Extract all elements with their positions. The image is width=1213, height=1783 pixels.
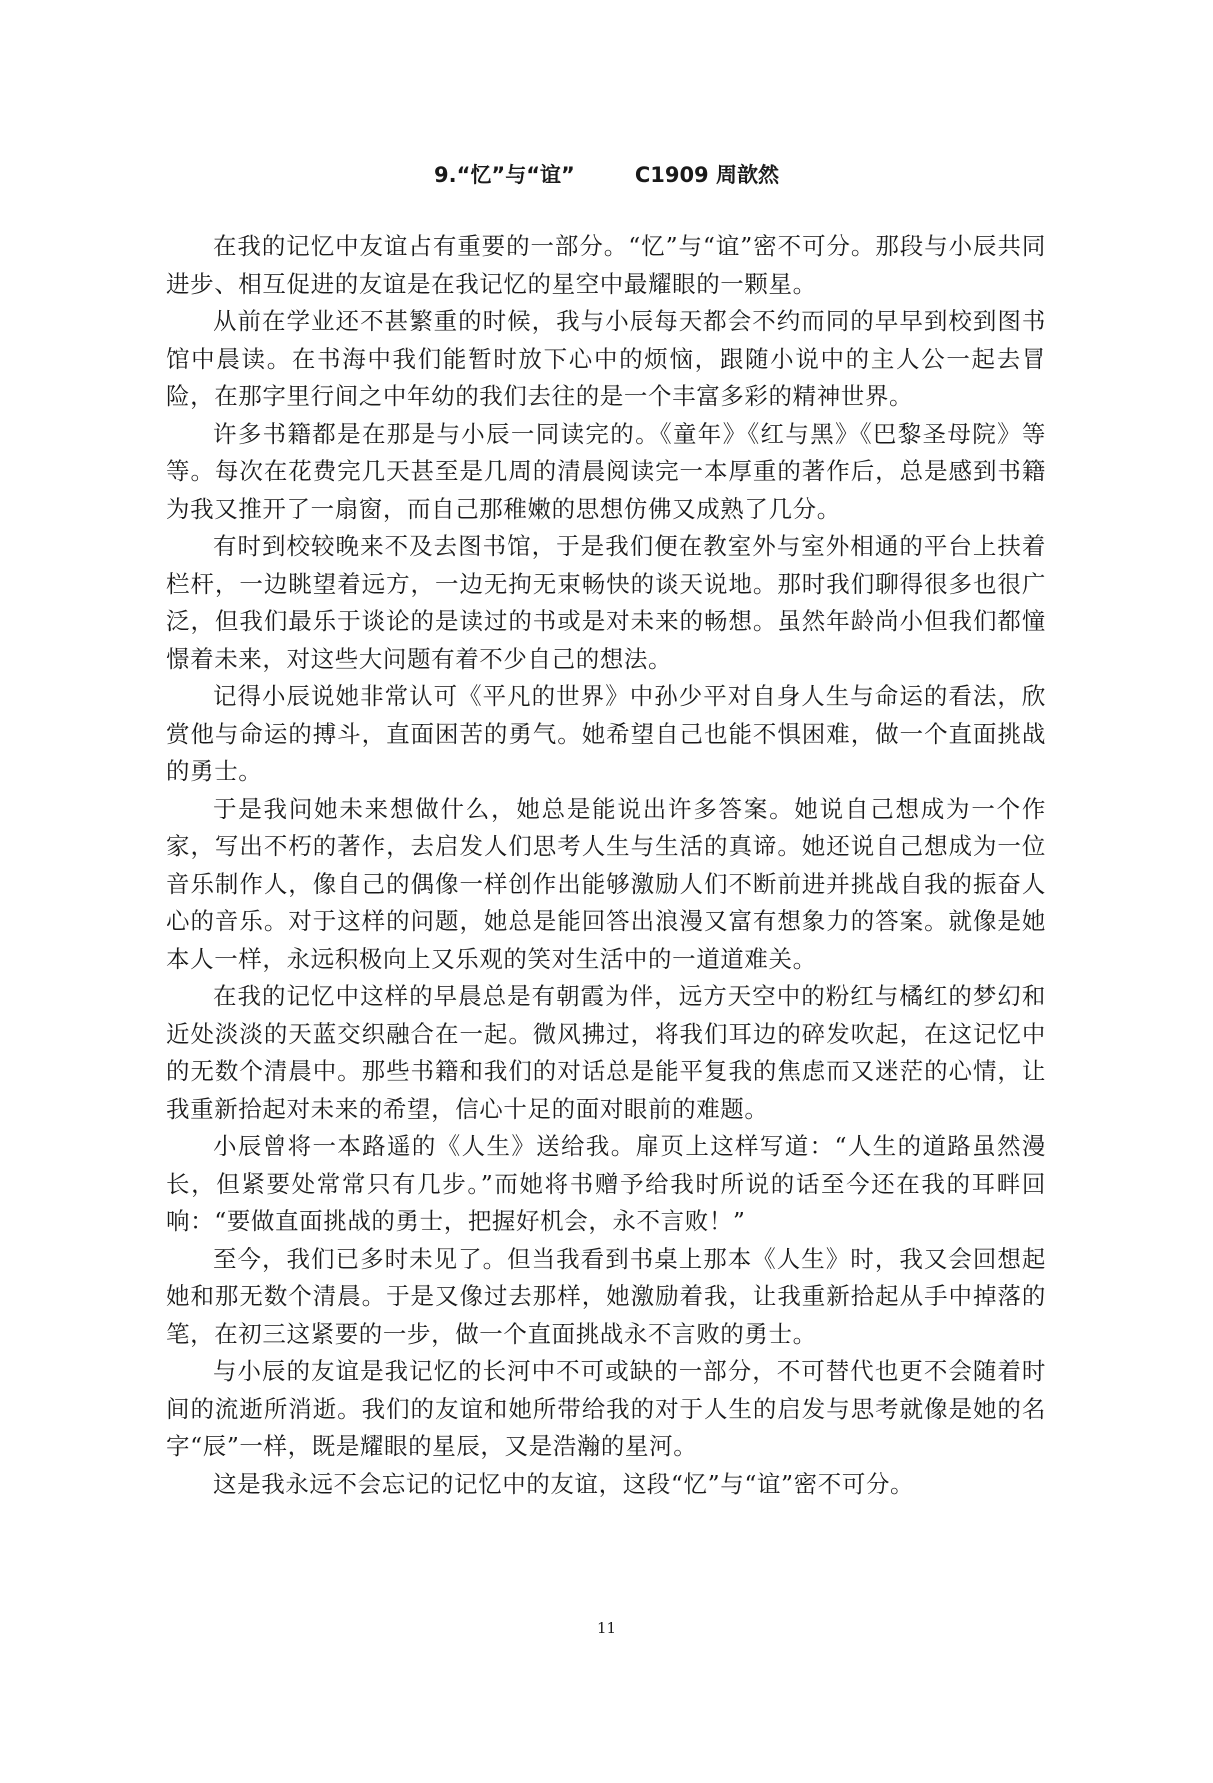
paragraph-2: 从前在学业还不甚繁重的时候，我与小辰每天都会不约而同的早早到校到图书馆中晨读。在书海中我们能暂时放下心中的烦恼，跟随小说中的主人公一起去冒险，在那字里行间之中年幼的我们去往的是一个丰富多彩的精神世界。 — [166, 307, 1046, 410]
paragraph-1: 在我的记忆中友谊占有重要的一部分。“忆”与“谊”密不可分。那段与小辰共同进步、相互促进的友谊是在我记忆的星空中最耀眼的一颗星。 — [166, 232, 1046, 298]
paragraph-5: 记得小辰说她非常认可《平凡的世界》中孙少平对自身人生与命运的看法，欣赏他与命运的搏斗，直面困苦的勇气。她希望自己也能不惧困难，做一个直面挑战的勇士。 — [166, 682, 1046, 785]
paragraph-3: 许多书籍都是在那是与小辰一同读完的。《童年》《红与黑》《巴黎圣母院》等等。每次在花费完几天甚至是几周的清晨阅读完一本厚重的著作后，总是感到书籍为我又推开了一扇窗，而自己那稚嫩的思想仿佛又成熟了几分。 — [166, 419, 1046, 523]
paragraph-6: 于是我问她未来想做什么，她总是能说出许多答案。她说自己想成为一个作家，写出不朽的著作，去启发人们思考人生与生活的真谛。她还说自己想成为一位音乐制作人，像自己的偶像一样创作出能够激励人们不断前进并挑战自我的振奋人心的音乐。对于这样的问题，她总是能回答出浪漫又富有想象力的答案。就像是她本人一样，永远积极向上又乐观的笑对生活中的一道道难关。 — [166, 794, 1046, 973]
essay-title — [0, 160, 1213, 190]
paragraph-8: 小辰曾将一本路遥的《人生》送给我。扉页上这样写道：“人生的道路虽然漫长，但紧要处常常只有几步。”而她将书赠予给我时所说的话至今还在我的耳畔回响：“要做直面挑战的勇士，把握好机会，永不言败！” — [166, 1132, 1046, 1235]
page-number: 11 — [596, 1619, 617, 1637]
paragraph-9: 至今，我们已多时未见了。但当我看到书桌上那本《人生》时，我又会回想起她和那无数个清晨。于是又像过去那样，她激励着我，让我重新拾起从手中掉落的笔，在初三这紧要的一步，做一个直面挑战永不言败的勇士。 — [166, 1244, 1046, 1348]
paragraph-10: 与小辰的友谊是我记忆的长河中不可或缺的一部分，不可替代也更不会随着时间的流逝所消逝。我们的友谊和她所带给我的对于人生的启发与思考就像是她的名字“辰”一样，既是耀眼的星辰，又是浩瀚的星河。 — [166, 1357, 1046, 1460]
paragraph-7: 在我的记忆中这样的早晨总是有朝霞为伴，远方天空中的粉红与橘红的梦幻和近处淡淡的天蓝交织融合在一起。微风拂过，将我们耳边的碎发吹起，在这记忆中的无数个清晨中。那些书籍和我们的对话总是能平复我的焦虑而又迷茫的心情，让我重新拾起对未来的希望，信心十足的面对眼前的难题。 — [166, 982, 1046, 1123]
essay-body — [166, 228, 1046, 1503]
paragraph-4: 有时到校较晚来不及去图书馆，于是我们便在教室外与室外相通的平台上扶着栏杆，一边眺望着远方，一边无拘无束畅快的谈天说地。那时我们聊得很多也很广泛，但我们最乐于谈论的是读过的书或是对未来的畅想。虽然年龄尚小但我们都憧憬着未来，对这些大问题有着不少自己的想法。 — [166, 532, 1046, 673]
essay-heading: 9.“忆”与“谊” — [434, 163, 575, 187]
essay-author: C1909 周歆然 — [634, 163, 779, 187]
paragraph-11: 这是我永远不会忘记的记忆中的友谊，这段“忆”与“谊”密不可分。 — [213, 1469, 915, 1498]
